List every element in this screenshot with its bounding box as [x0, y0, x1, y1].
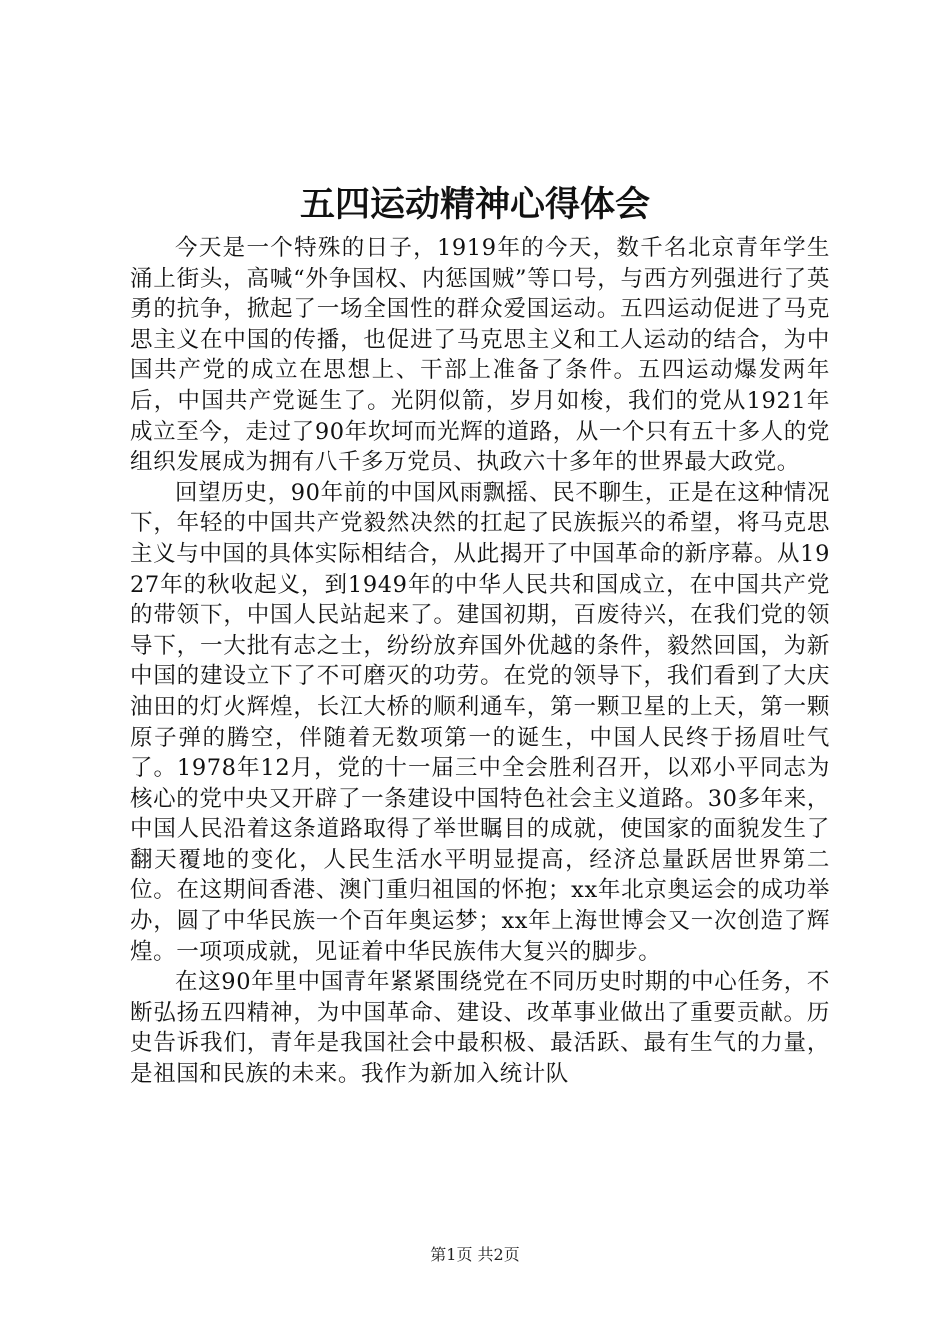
paragraph-1: 今天是一个特殊的日子，1919年的今天，数千名北京青年学生涌上街头，高喊“外争国权、内惩国贼”等口号，与西方列强进行了英勇的抗争，掀起了一场全国性的群众爱国运动。五四运动促进了马克思主义在中国的传播，也促进了马克思主义和工人运动的结合，为中国共产党的成立在思想上、干部上准备了条件。五四运动爆发两年后，中国共产党诞生了。光阴似箭，岁月如梭，我们的党从1921年成立至今，走过了90年坎坷而光辉的道路，从一个只有五十多人的党组织发展成为拥有八千多万党员、执政六十多年的世界最大政党。	[130, 235, 830, 476]
paragraph-3: 在这90年里中国青年紧紧围绕党在不同历史时期的中心任务，不断弘扬五四精神，为中国革命、建设、改革事业做出了重要贡献。历史告诉我们，青年是我国社会中最积极、最活跃、最有生气的力量，是祖国和民族的未来。我作为新加入统计队	[130, 969, 830, 1088]
document-title: 五四运动精神心得体会	[299, 184, 650, 225]
page-footer	[0, 1244, 950, 1266]
document-body	[130, 233, 830, 1090]
page-total: 共2页	[477, 1245, 520, 1264]
paragraph-2: 回望历史，90年前的中国风雨飘摇、民不聊生，正是在这种情况下，年轻的中国共产党毅然决然的扛起了民族振兴的希望，将马克思主义与中国的具体实际相结合，从此揭开了中国革命的新序幕。从1927年的秋收起义，到1949年的中华人民共和国成立，在中国共产党的带领下，中国人民站起来了。建国初期，百废待兴，在我们党的领导下，一大批有志之士，纷纷放弃国外优越的条件，毅然回国，为新中国的建设立下了不可磨灭的功劳。在党的领导下，我们看到了大庆油田的灯火辉煌，长江大桥的顺利通车，第一颗卫星的上天，第一颗原子弹的腾空，伴随着无数项第一的诞生，中国人民终于扬眉吐气了。1978年12月，党的十一届三中全会胜利召开，以邓小平同志为核心的党中央又开辟了一条建设中国特色社会主义道路。30多年来，中国人民沿着这条道路取得了举世瞩目的成就，使国家的面貌发生了翻天覆地的变化，人民生活水平明显提高，经济总量跃居世界第二位。在这期间香港、澳门重归祖国的怀抱；xx年北京奥运会的成功举办，圆了中华民族一个百年奥运梦；xx年上海世博会又一次创造了辉煌。一项项成就，见证着中华民族伟大复兴的脚步。	[130, 479, 830, 965]
page-number: 第1页	[430, 1245, 473, 1264]
